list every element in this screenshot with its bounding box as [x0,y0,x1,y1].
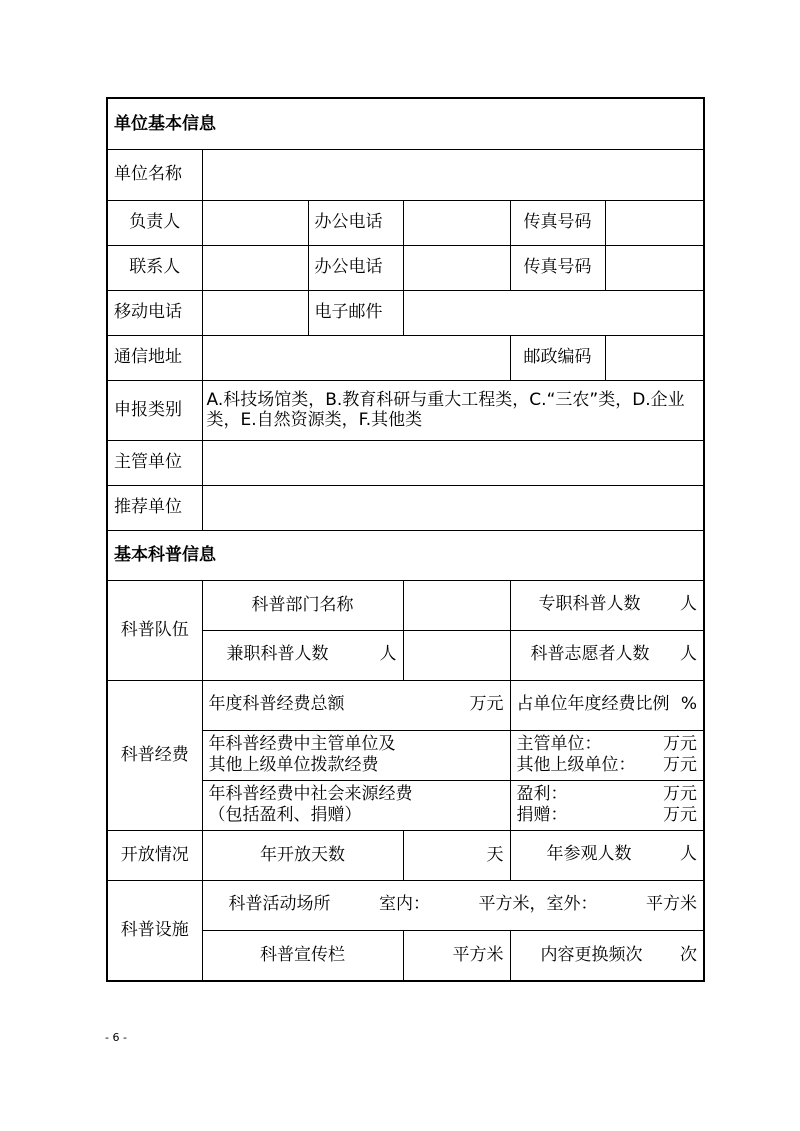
leader-fax-field[interactable] [605,200,704,245]
contact-office-phone-field[interactable] [403,245,510,290]
label-ratio: 占单位年度经费比例 [516,694,670,715]
unit-name-field[interactable] [202,149,704,200]
parttime-spacer[interactable] [403,630,510,680]
category-options[interactable]: A.科技场馆类，B.教育科研与重大工程类，C.“三农”类，D.企业类，E.自然资源类，F.其他类 [202,380,704,440]
label-team: 科普队伍 [107,580,202,680]
open-days-field[interactable] [403,830,510,880]
parttime-unit: 人 [379,644,397,665]
label-contact-fax: 传真号码 [510,245,605,290]
fulltime-cell[interactable] [510,580,704,630]
social-funding-label [202,780,510,830]
label-leader-fax: 传真号码 [510,200,605,245]
label-postal: 邮政编码 [510,335,605,380]
label-supervisor-funding: 主管单位： [516,733,602,754]
social-funding-line2: （包括盈利、捐赠） [208,805,362,825]
label-open-days: 年开放天数 [202,830,403,880]
leader-office-phone-field[interactable] [403,200,510,245]
update-freq-unit: 次 [680,944,698,965]
fulltime-unit: 人 [680,594,698,615]
label-annual-total: 年度科普经费总额 [208,694,345,715]
page-number: - 6 - [105,1031,127,1044]
venue-cell[interactable] [202,880,704,930]
section-unit-basic-info: 单位基本信息 [107,98,704,149]
label-dept-name: 科普部门名称 [202,580,403,630]
label-update-freq: 内容更换频次 [540,944,643,965]
label-indoor: 室内： [379,894,430,915]
label-leader-office-phone: 办公电话 [308,200,403,245]
open-days-unit: 天 [486,844,504,865]
recommender-field[interactable] [202,485,704,530]
gov-funding-label [202,730,510,780]
label-category: 申报类别 [107,380,202,440]
gov-funding-values[interactable] [510,730,704,780]
label-profit: 盈利： [516,783,568,804]
social-funding-line1: 年科普经费中社会来源经费 [208,783,413,804]
donation-unit: 万元 [663,805,698,825]
label-opening: 开放情况 [107,830,202,880]
ratio-unit: % [680,694,698,715]
outdoor-unit: 平方米 [646,894,697,915]
label-unit-name: 单位名称 [107,149,202,200]
registration-form [106,97,705,982]
label-board: 科普宣传栏 [202,930,403,981]
board-field[interactable] [403,930,510,981]
mobile-field[interactable] [202,290,308,335]
label-other-superior-funding: 其他上级单位： [516,755,636,775]
volunteer-unit: 人 [680,644,698,665]
visitors-cell[interactable] [510,830,704,880]
dept-name-field[interactable] [403,580,510,630]
label-email: 电子邮件 [308,290,403,335]
profit-unit: 万元 [663,783,698,804]
address-field[interactable] [202,335,510,380]
label-visitors: 年参观人数 [546,844,632,865]
gov-funding-line2: 其他上级单位拨款经费 [208,755,379,775]
gov-funding-line1: 年科普经费中主管单位及 [208,733,396,754]
label-donation: 捐赠： [516,805,568,825]
board-unit: 平方米 [452,945,504,966]
label-mobile: 移动电话 [107,290,202,335]
postal-field[interactable] [605,335,704,380]
label-parttime: 兼职科普人数 [226,644,329,665]
label-funding: 科普经费 [107,680,202,830]
label-leader: 负责人 [107,200,202,245]
label-recommender: 推荐单位 [107,485,202,530]
label-fulltime: 专职科普人数 [538,594,641,615]
leader-field[interactable] [202,200,308,245]
annual-total-unit: 万元 [469,694,504,715]
annual-total-cell[interactable] [202,680,510,730]
label-facilities: 科普设施 [107,880,202,981]
label-contact: 联系人 [107,245,202,290]
visitors-unit: 人 [680,844,698,865]
contact-fax-field[interactable] [605,245,704,290]
social-funding-values[interactable] [510,780,704,830]
ratio-cell[interactable] [510,680,704,730]
parttime-cell[interactable] [202,630,403,680]
label-contact-office-phone: 办公电话 [308,245,403,290]
label-sqm-outdoor: 平方米，室外： [478,894,598,915]
label-venue: 科普活动场所 [228,894,331,915]
volunteer-cell[interactable] [510,630,704,680]
label-volunteer: 科普志愿者人数 [530,644,650,665]
section-science-info: 基本科普信息 [107,530,704,580]
contact-field[interactable] [202,245,308,290]
label-address: 通信地址 [107,335,202,380]
supervisor-field[interactable] [202,440,704,485]
label-supervisor: 主管单位 [107,440,202,485]
supervisor-funding-unit: 万元 [663,733,698,754]
email-field[interactable] [403,290,704,335]
other-superior-funding-unit: 万元 [663,755,698,775]
update-freq-cell[interactable] [510,930,704,981]
